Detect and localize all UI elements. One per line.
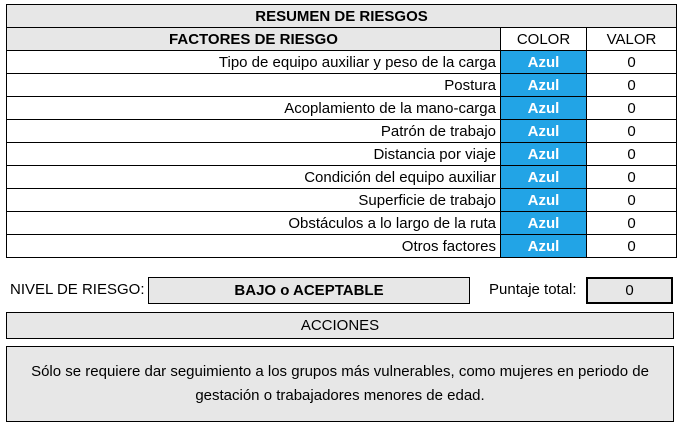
color-cell: Azul — [501, 189, 587, 212]
color-cell: Azul — [501, 235, 587, 258]
value-cell: 0 — [587, 189, 677, 212]
table-title: RESUMEN DE RIESGOS — [7, 5, 677, 28]
value-cell: 0 — [587, 51, 677, 74]
table-row — [7, 74, 677, 97]
table-row — [7, 189, 677, 212]
factor-name: Condición del equipo auxiliar — [7, 166, 501, 189]
factor-name: Superficie de trabajo — [7, 189, 501, 212]
value-cell: 0 — [587, 212, 677, 235]
actions-title: ACCIONES — [6, 312, 674, 339]
value-cell: 0 — [587, 120, 677, 143]
table-row — [7, 97, 677, 120]
value-cell: 0 — [587, 97, 677, 120]
table-body — [7, 51, 677, 258]
color-cell: Azul — [501, 212, 587, 235]
header-factors: FACTORES DE RIESGO — [7, 28, 501, 51]
total-score-value: 0 — [586, 277, 673, 304]
value-cell: 0 — [587, 166, 677, 189]
table-row — [7, 143, 677, 166]
factor-name: Patrón de trabajo — [7, 120, 501, 143]
factor-name: Postura — [7, 74, 501, 97]
value-cell: 0 — [587, 143, 677, 166]
factor-name: Otros factores — [7, 235, 501, 258]
color-cell: Azul — [501, 51, 587, 74]
table-row — [7, 212, 677, 235]
factor-name: Acoplamiento de la mano-carga — [7, 97, 501, 120]
color-cell: Azul — [501, 166, 587, 189]
risk-level-value: BAJO o ACEPTABLE — [148, 277, 470, 304]
risk-level-label: NIVEL DE RIESGO: — [10, 281, 145, 298]
actions-text: Sólo se requiere dar seguimiento a los grupos más vulnerables, como mujeres en periodo de gestación o trabajadores menores de edad. — [6, 346, 674, 422]
table-row — [7, 235, 677, 258]
value-cell: 0 — [587, 235, 677, 258]
total-score-label: Puntaje total: — [489, 281, 577, 298]
table-row — [7, 51, 677, 74]
header-color: COLOR — [501, 28, 587, 51]
table-row — [7, 166, 677, 189]
factor-name: Tipo de equipo auxiliar y peso de la carga — [7, 51, 501, 74]
value-cell: 0 — [587, 74, 677, 97]
color-cell: Azul — [501, 97, 587, 120]
color-cell: Azul — [501, 143, 587, 166]
factor-name: Distancia por viaje — [7, 143, 501, 166]
color-cell: Azul — [501, 74, 587, 97]
color-cell: Azul — [501, 120, 587, 143]
header-value: VALOR — [587, 28, 677, 51]
risk-summary-table — [6, 4, 677, 258]
factor-name: Obstáculos a lo largo de la ruta — [7, 212, 501, 235]
table-row — [7, 120, 677, 143]
